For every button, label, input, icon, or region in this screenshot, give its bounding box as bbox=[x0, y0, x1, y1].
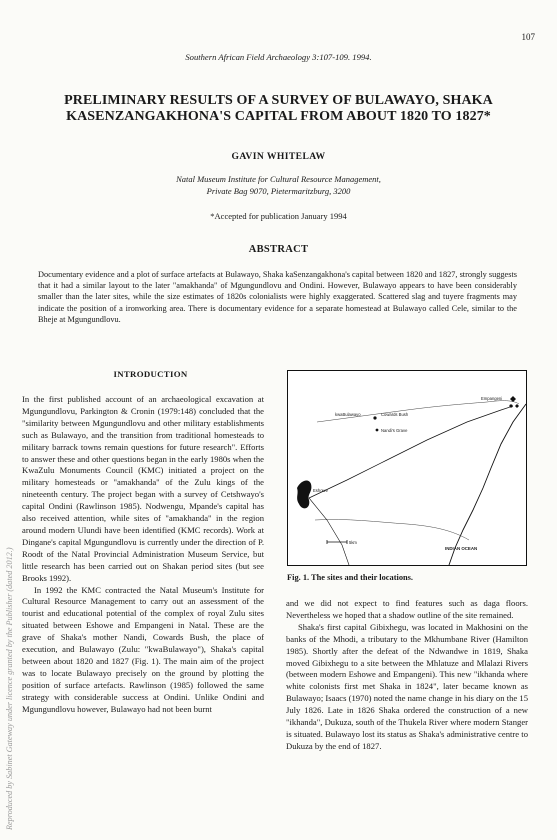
figure-1-map bbox=[287, 370, 527, 566]
label-empangeni: Empangeni bbox=[481, 396, 503, 401]
sidebar-reproduction-note: Reproduced by Sabinet Gateway under licence granted by the Publisher (dated 2012.) bbox=[5, 547, 14, 830]
title-line-2: KASENZANGAKHONA'S CAPITAL FROM ABOUT 1820 TO 1827* bbox=[66, 109, 491, 124]
map-svg bbox=[287, 370, 527, 566]
intro-paragraph-1: In the first published account of an archaeological excavation at Mgungundlovu, Parkington & Cronin (1979:148) concluded that the "similarity between Mgungundlovu and other military establishments such as Bulawayo, and the transition from traditional homesteads to military barrack towns remain questions for future research". Efforts to answer these and other questions began in the early 1980s when the KwaZulu Monuments Council (KMC) initiated a project on the military homesteads or "amakhanda" of the Zulu kings of the nineteenth century. The project began with a survey of Cetshwayo's capital Ondini (Rawlinson 1985). Nodwengu, Mpande's capital has also received attention, while sites of "amakhanda" in the region around modern Ulundi have been identified (KMC records). Work at Dingane's capital Mgungundlovu is currently under the direction of P. Roodt of the Natal Provincial Administration Museum Service, but little research has been carried out on Shakan period sites (but see Brooks 1992). bbox=[22, 394, 264, 583]
figure-caption: Fig. 1. The sites and their locations. bbox=[287, 573, 414, 582]
label-nandi-grave: Nandi's Grave bbox=[381, 428, 408, 433]
affiliation-line-2: Private Bag 9070, Pietermaritzburg, 3200 bbox=[206, 186, 351, 196]
paper-title bbox=[40, 93, 517, 125]
bulawayo-site-marker bbox=[373, 416, 376, 419]
author-affiliation bbox=[0, 173, 557, 197]
author-name: GAVIN WHITELAW bbox=[231, 151, 326, 162]
label-bulawayo: kwaBulawayo bbox=[335, 412, 361, 417]
abstract-text: Documentary evidence and a plot of surface artefacts at Bulawayo, Shaka kaSenzangakhona's capital between 1820 and 1827, strongly suggests that it had a similar layout to the later "amakhanda" of Mgungundlovu and Ondini. However, Bulawayo appears to have been considerably smaller than the later sites, while the size estimates of 1820s colonialists were highly exaggerated. Scattered slag and tuyere fragments may indicate the position of a ironworking area. There is documentary evidence for a separate homestead at Bulawayo called Cele, similar to the Bheje at Mgungundlovu. bbox=[38, 270, 517, 324]
journal-citation: Southern African Field Archaeology 3:107-109. 1994. bbox=[185, 52, 372, 62]
intro-paragraph-2: In 1992 the KMC contracted the Natal Museum's Institute for Cultural Resource Management to carry out an assessment of the tourist and educational potential of the complex of royal Zulu sites situated between Eshowe and Empangeni in Natal. These are the grave of Shaka's mother Nandi, Cowards Bush, the place of execution, and Bulawayo (Zulu: "kwaBulawayo"), Shaka's capital between about 1820 and 1827 (Fig. 1). The main aim of the project was to locate Bulawayo precisely on the ground by plotting the position of surface artefacts. Rawlinson (1985) followed the same strategy with considerable success at Ondini. Unlike Ondini and Mgungundlovu however, Bulawayo had not been burnt bbox=[22, 584, 264, 714]
label-indian-ocean: INDIAN OCEAN bbox=[445, 546, 478, 551]
label-scale: 5km bbox=[349, 540, 357, 545]
right-column bbox=[286, 598, 528, 753]
left-column bbox=[22, 394, 264, 715]
label-cowards-bush: Cowards Bush bbox=[381, 412, 409, 417]
label-eshowe: Eshowe bbox=[313, 488, 328, 493]
right-paragraph-2: Shaka's first capital Gibixhegu, was located in Makhosini on the banks of the Mhodi, a tributary to the Mkhumbane River (Hamilton 1985). Shortly after the defeat of the Ndwandwe in 1819, Shaka moved Gibixhegu to a site between the Mhlatuze and Mlalazi Rivers (between modern Eshowe and Empangeni). This new "ikhanda where white colonists first met Shaka in 1824", later became known as Bulawayo; Isaacs (1970) noted the name change in his diary on the 15 July 1826. Late in 1826 Shaka ordered the construction of a new "ikhanda", Dukuza, south of the Thukela River where modern Stanger is situated. Bulawayo lost its status as Shaka's administrative centre to Dukuza by the end of 1827. bbox=[286, 621, 528, 751]
title-line-1: PRELIMINARY RESULTS OF A SURVEY OF BULAWAYO, SHAKA bbox=[64, 93, 493, 108]
affiliation-line-1: Natal Museum Institute for Cultural Resource Management, bbox=[176, 174, 381, 184]
page-number: 107 bbox=[521, 32, 535, 42]
reproduction-sidebar bbox=[3, 200, 15, 840]
abstract-heading: ABSTRACT bbox=[248, 244, 309, 255]
empangeni-marker bbox=[509, 404, 512, 407]
nandi-grave-marker bbox=[376, 429, 379, 432]
right-paragraph-1: and we did not expect to find features such as daga floors. Nevertheless we hoped that a shadow outline of the site remained. bbox=[286, 598, 528, 620]
introduction-heading: INTRODUCTION bbox=[113, 369, 188, 379]
accepted-note: *Accepted for publication January 1994 bbox=[210, 211, 347, 221]
